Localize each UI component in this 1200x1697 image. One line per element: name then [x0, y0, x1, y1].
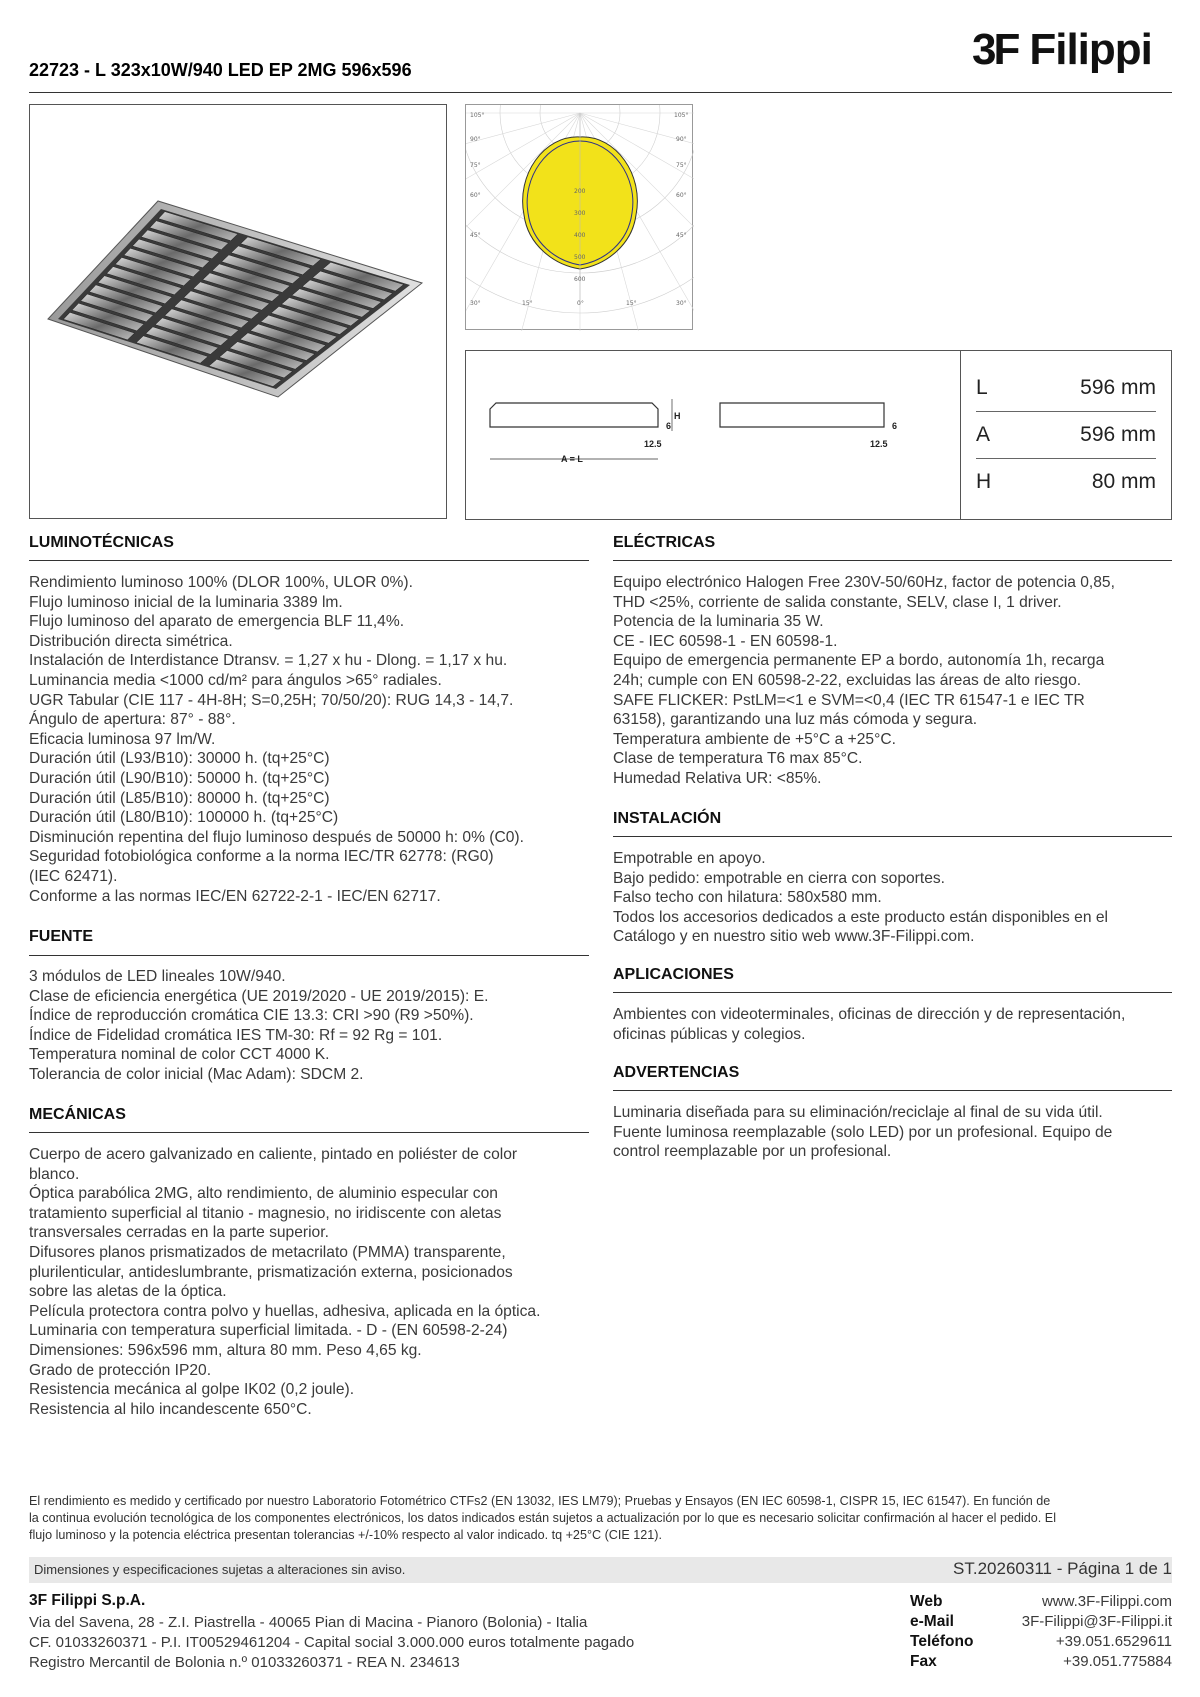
- phone-number: +39.051.6529611: [1055, 1633, 1172, 1650]
- text-line: UGR Tabular (CIE 117 - 4H-8H; S=0,25H; 70/50/20): RUG 14,3 - 14,7.: [29, 691, 514, 709]
- header-divider: [29, 92, 1172, 93]
- text-line: Disminución repentina del flujo luminoso después de 50000 h: 0% (C0).: [29, 828, 524, 846]
- text-line: Duración útil (L90/B10): 50000 h. (tq+25°C): [29, 769, 330, 787]
- contact-label-fax: Fax: [910, 1653, 937, 1670]
- contact-label-phone: Teléfono: [910, 1633, 974, 1650]
- polar-label: 15°: [626, 300, 637, 307]
- section-title-mecanicas: MECÁNICAS: [29, 1106, 126, 1123]
- polar-label: 90°: [470, 136, 481, 143]
- polar-label: 60°: [470, 192, 481, 199]
- section-body-aplicaciones: [613, 1005, 1172, 1044]
- polar-diagram: [465, 104, 693, 330]
- polar-label: 400: [574, 232, 586, 239]
- text-line: Índice de reproducción cromática CIE 13.3: CRI >90 (R9 >50%).: [29, 1007, 474, 1025]
- text-line: Empotrable en apoyo.: [613, 850, 766, 867]
- polar-label: 500: [574, 254, 586, 261]
- polar-label: 90°: [676, 136, 687, 143]
- text-line: Equipo de emergencia permanente EP a bordo, autonomía 1h, recarga: [613, 652, 1105, 670]
- text-line: Clase de eficiencia energética (UE 2019/2020 - UE 2019/2015): E.: [29, 987, 489, 1005]
- polar-label: 600: [574, 276, 586, 283]
- text-line: la continua evolución tecnológica de los componentes electrónicos, los datos indicados están sujetos a actualización por lo que es necesario solicitar confirmación al hacer el pedido. El: [29, 1511, 1056, 1525]
- text-line: Duración útil (L80/B10): 100000 h. (tq+25°C): [29, 809, 339, 827]
- text-line: SAFE FLICKER: PstLM=<1 e SVM=<0,4 (IEC TR 61547-1 e IEC TR: [613, 691, 1085, 709]
- section-title-electricas: ELÉCTRICAS: [613, 534, 716, 551]
- section-divider: [613, 1090, 1172, 1091]
- dimension-value: 596 mm: [1080, 376, 1156, 399]
- section-title-instalacion: INSTALACIÓN: [613, 810, 722, 827]
- drawing-label-12-5: 12.5: [644, 439, 662, 449]
- company-address: [29, 1613, 634, 1673]
- text-line: Temperatura ambiente de +5°C a +25°C.: [613, 730, 896, 748]
- page-reference: ST.20260311 - Página 1 de 1: [953, 1559, 1172, 1578]
- text-line: Fuente luminosa reemplazable (solo LED) por un profesional. Equipo de: [613, 1123, 1113, 1141]
- section-title-aplicaciones: APLICACIONES: [613, 966, 734, 983]
- text-line: blanco.: [29, 1165, 80, 1183]
- text-line: Bajo pedido: empotrable en cierra con soportes.: [613, 869, 945, 887]
- dimension-value: 80 mm: [1091, 470, 1156, 493]
- text-line: Ambientes con videoterminales, oficinas de dirección y de representación,: [613, 1006, 1126, 1023]
- polar-label: 0°: [577, 300, 584, 307]
- company-name: 3F Filippi S.p.A.: [29, 1592, 146, 1609]
- polar-label: 45°: [676, 232, 687, 239]
- email-link[interactable]: 3F-Filippi@3F-Filippi.it: [1021, 1613, 1172, 1630]
- text-line: sobre las aletas de la óptica.: [29, 1283, 227, 1301]
- text-line: Cuerpo de acero galvanizado en caliente, pintado en poliéster de color: [29, 1146, 518, 1163]
- text-line: Rendimiento luminoso 100% (DLOR 100%, ULOR 0%).: [29, 574, 413, 591]
- text-line: Tolerancia de color inicial (Mac Adam): SDCM 2.: [29, 1065, 364, 1083]
- text-line: 3 módulos de LED lineales 10W/940.: [29, 968, 286, 985]
- text-line: Índice de Fidelidad cromática IES TM-30: Rf = 92 Rg = 101.: [29, 1026, 443, 1044]
- text-line: Falso techo con hilatura: 580x580 mm.: [613, 889, 882, 907]
- text-line: Instalación de Interdistance Dtransv. = 1,27 x hu - Dlong. = 1,17 x hu.: [29, 652, 508, 670]
- text-line: Resistencia mecánica al golpe IK02 (0,2 joule).: [29, 1381, 355, 1399]
- dimension-label: A: [976, 423, 991, 446]
- section-title-luminotecnicas: LUMINOTÉCNICAS: [29, 534, 174, 551]
- section-divider: [29, 955, 589, 956]
- text-line: Equipo electrónico Halogen Free 230V-50/60Hz, factor de potencia 0,85,: [613, 574, 1115, 591]
- text-line: Catálogo y en nuestro sitio web www.3F-Filippi.com.: [613, 928, 975, 946]
- text-line: Clase de temperatura T6 max 85°C.: [613, 750, 863, 768]
- text-line: Resistencia al hilo incandescente 650°C.: [29, 1400, 312, 1418]
- section-body-mecanicas: [29, 1145, 589, 1419]
- section-divider: [29, 1132, 589, 1133]
- polar-label: 75°: [470, 162, 481, 169]
- section-body-luminotecnicas: [29, 573, 589, 906]
- dimension-value: 596 mm: [1080, 423, 1156, 446]
- text-line: Temperatura nominal de color CCT 4000 K.: [29, 1046, 330, 1064]
- polar-label: 30°: [676, 300, 687, 307]
- text-line: Flujo luminoso inicial de la luminaria 3389 lm.: [29, 593, 343, 611]
- polar-label: 45°: [470, 232, 481, 239]
- text-line: flujo luminoso y la potencia eléctrica presentan tolerancias +/-10% respecto al valor indicado. tq +25°C (CIE 121).: [29, 1528, 662, 1542]
- text-line: (IEC 62471).: [29, 867, 118, 885]
- text-line: Luminaria con temperatura superficial limitada. - D - (EN 60598-2-24): [29, 1322, 508, 1340]
- section-divider: [613, 992, 1172, 993]
- section-body-advertencias: [613, 1103, 1172, 1162]
- section-title-fuente: FUENTE: [29, 928, 93, 945]
- text-line: tratamiento superficial al titanio - magnesio, no iridiscente con aletas: [29, 1204, 502, 1222]
- polar-label: 60°: [676, 192, 687, 199]
- contact-labels: [910, 1592, 973, 1672]
- text-line: Óptica parabólica 2MG, alto rendimiento, de aluminio especular con: [29, 1185, 498, 1203]
- drawing-label-h: H: [674, 411, 681, 421]
- polar-label: 15°: [522, 300, 533, 307]
- text-line: Grado de protección IP20.: [29, 1361, 212, 1379]
- polar-label: 105°: [674, 112, 689, 119]
- text-line: Humedad Relativa UR: <85%.: [613, 769, 822, 787]
- text-line: Flujo luminoso del aparato de emergencia BLF 11,4%.: [29, 613, 405, 631]
- text-line: Luminancia media <1000 cd/m² para ángulos >65° radiales.: [29, 671, 442, 689]
- luminaire-illustration: [30, 105, 447, 519]
- dimension-row-l: [976, 365, 1156, 411]
- text-line: Distribución directa simétrica.: [29, 632, 233, 650]
- company-logo: [972, 24, 1172, 76]
- text-line: Registro Mercantil de Bolonia n.º 01033260371 - REA N. 234613: [29, 1654, 460, 1671]
- text-line: transversales cerradas en la parte superior.: [29, 1224, 329, 1242]
- section-body-instalacion: [613, 849, 1172, 947]
- text-line: Ángulo de apertura: 87° - 88°.: [29, 711, 236, 729]
- text-line: El rendimiento es medido y certificado por nuestro Laboratorio Fotométrico CTFs2 (EN 13032, IES LM79); Pruebas y Ensayos (EN IEC 60598-1, CISPR 15, IEC 61547). En función de: [29, 1494, 1051, 1508]
- logo-mark: 3F: [972, 25, 1018, 74]
- text-line: oficinas públicas y colegios.: [613, 1025, 806, 1043]
- drawing-label-6: 6: [666, 421, 672, 431]
- text-line: 24h; cumple con EN 60598-2-22, excluidas las áreas de alto riesgo.: [613, 671, 1082, 689]
- text-line: Difusores planos prismatizados de metacrilato (PMMA) transparente,: [29, 1243, 506, 1261]
- dimensions-divider: [960, 350, 961, 520]
- section-divider: [613, 560, 1172, 561]
- dimension-row-a: [976, 412, 1156, 458]
- text-line: Duración útil (L85/B10): 80000 h. (tq+25°C): [29, 789, 330, 807]
- product-photo: [29, 104, 447, 519]
- text-line: CE - IEC 60598-1 - EN 60598-1.: [613, 632, 838, 650]
- text-line: Duración útil (L93/B10): 30000 h. (tq+25°C): [29, 750, 330, 768]
- polar-label: 105°: [470, 112, 485, 119]
- polar-label: 300: [574, 210, 586, 217]
- text-line: Eficacia luminosa 97 lm/W.: [29, 730, 216, 748]
- section-divider: [613, 836, 1172, 837]
- text-line: Conforme a las normas IEC/EN 62722-2-1 - IEC/EN 62717.: [29, 887, 441, 905]
- text-line: Potencia de la luminaria 35 W.: [613, 613, 824, 631]
- drawing-label-6: 6: [892, 421, 898, 431]
- text-line: CF. 01033260371 - P.I. IT00529461204 - Capital social 3.000.000 euros totalmente pagado: [29, 1634, 635, 1651]
- contact-label-web: Web: [910, 1593, 943, 1610]
- polar-label: 200: [574, 188, 586, 195]
- dimension-row-h: [976, 459, 1156, 505]
- section-body-fuente: [29, 967, 589, 1085]
- text-line: Luminaria diseñada para su eliminación/reciclaje al final de su vida útil.: [613, 1104, 1103, 1121]
- footnote: [29, 1493, 1175, 1544]
- text-line: plurilenticular, antideslumbrante, prismatización externa, posicionados: [29, 1263, 513, 1281]
- text-line: Película protectora contra polvo y huellas, adhesiva, aplicada en la óptica.: [29, 1302, 541, 1320]
- contact-values: [1022, 1592, 1172, 1672]
- drawing-label-width: A = L: [561, 454, 583, 464]
- dimension-label: H: [976, 470, 992, 493]
- section-divider: [29, 560, 589, 561]
- drawing-label-12-5: 12.5: [870, 439, 888, 449]
- notice-text: Dimensiones y especificaciones sujetas a alteraciones sin aviso.: [34, 1562, 406, 1577]
- text-line: 63158), garantizando una luz más cómoda y segura.: [613, 711, 978, 729]
- contact-label-email: e-Mail: [910, 1613, 954, 1630]
- technical-drawing: [466, 351, 960, 521]
- text-line: Todos los accesorios dedicados a este producto están disponibles en el: [613, 908, 1108, 926]
- text-line: Dimensiones: 596x596 mm, altura 80 mm. Peso 4,65 kg.: [29, 1341, 422, 1359]
- text-line: control reemplazable por un profesional.: [613, 1143, 892, 1161]
- section-body-electricas: [613, 573, 1172, 789]
- text-line: Via del Savena, 28 - Z.I. Piastrella - 40065 Pian di Macina - Pianoro (Bolonia) - Italia: [29, 1614, 588, 1631]
- text-line: Seguridad fotobiológica conforme a la norma IEC/TR 62778: (RG0): [29, 848, 494, 866]
- logo-name: Filippi: [1029, 25, 1152, 74]
- website-link[interactable]: www.3F-Filippi.com: [1041, 1593, 1172, 1610]
- photometric-curve: [466, 105, 694, 331]
- polar-label: 75°: [676, 162, 687, 169]
- fax-number: +39.051.775884: [1063, 1653, 1172, 1670]
- polar-label: 30°: [470, 300, 481, 307]
- product-title: 22723 - L 323x10W/940 LED EP 2MG 596x596: [29, 60, 412, 80]
- section-title-advertencias: ADVERTENCIAS: [613, 1064, 740, 1081]
- text-line: THD <25%, corriente de salida constante, SELV, clase I, 1 driver.: [613, 593, 1062, 611]
- dimension-label: L: [976, 376, 988, 399]
